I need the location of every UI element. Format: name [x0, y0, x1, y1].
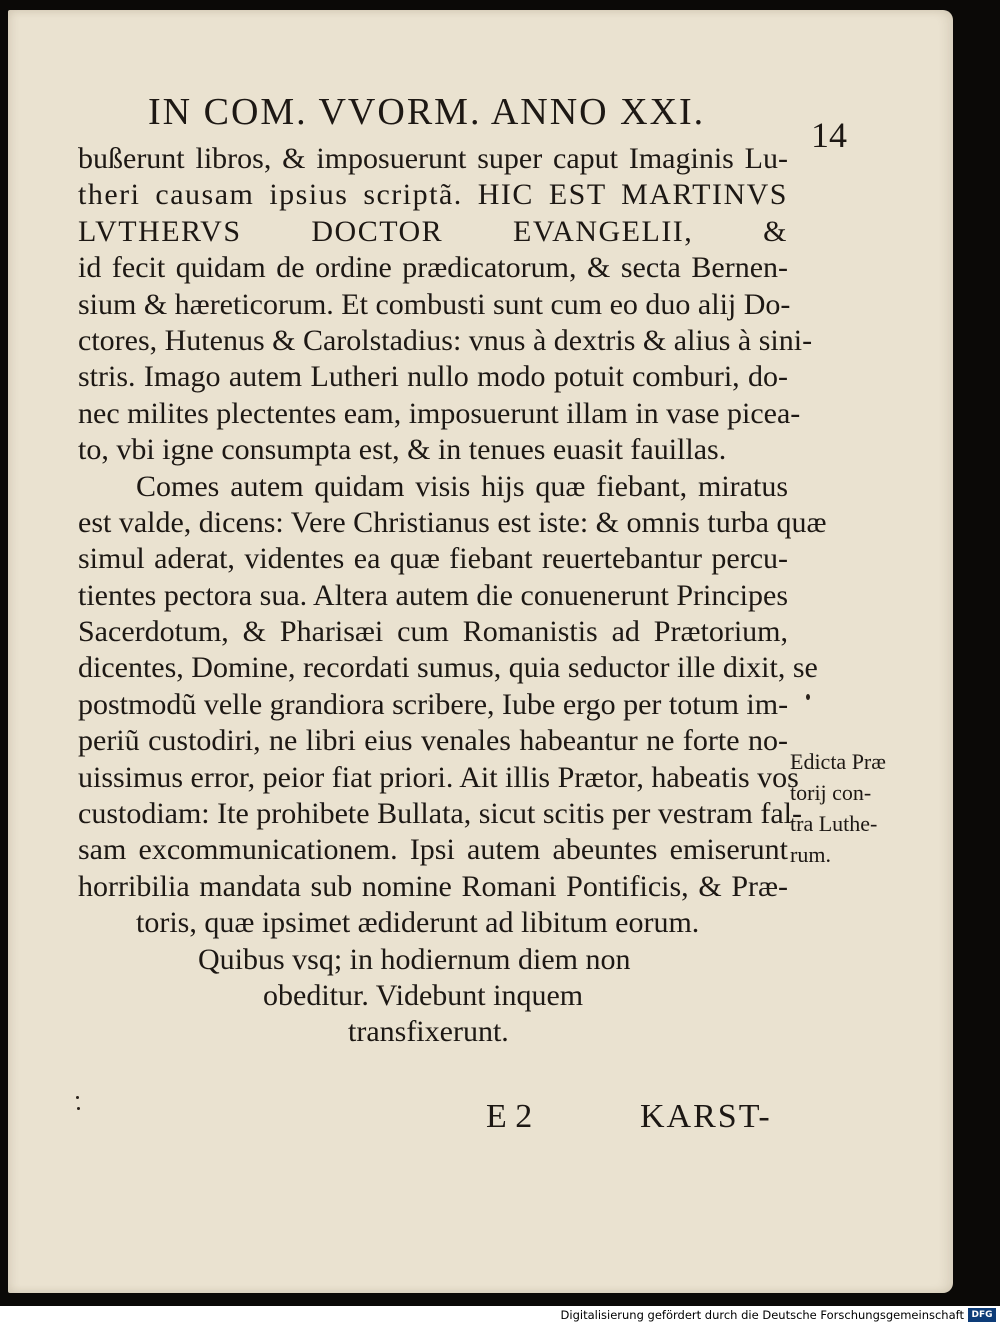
book-page	[8, 10, 953, 1293]
text-line: uissimus error, peior fiat priori. Ait illis Prætor, habeatis vos	[78, 760, 799, 794]
text-line: Sacerdotum, & Pharisæi cum Romanistis ad Prætorium,	[78, 615, 788, 649]
body-text	[78, 141, 827, 1051]
text-line: transfixerunt.	[348, 1015, 509, 1049]
footer-credit: Digitalisierung gefördert durch die Deutsche Forschungsgemeinschaft	[560, 1308, 964, 1322]
text-line: horribilia mandata sub nomine Romani Pontificis, & Præ-	[78, 869, 788, 903]
text-line: nec milites plectentes eam, imposuerunt illam in vase picea-	[78, 396, 801, 430]
ink-speck	[806, 694, 810, 700]
marginal-note-line: rum.	[790, 842, 831, 867]
signature-mark: E 2	[486, 1098, 533, 1135]
text-line: bußerunt libros, & imposuerunt super caput Imaginis Lu-	[78, 142, 788, 175]
text-line: id fecit quidam de ordine prædicatorum, & secta Bernen-	[78, 251, 788, 285]
text-line: toris, quæ ipsimet ædiderunt ad libitum eorum.	[136, 906, 700, 940]
ink-speck	[76, 1096, 79, 1099]
text-line: Comes autem quidam visis hijs quæ fiebant, miratus	[136, 469, 788, 503]
dfg-logo: DFG	[968, 1308, 996, 1322]
text-line: tientes pectora sua. Altera autem die conuenerunt Principes	[78, 578, 788, 612]
text-line: dicentes, Domine, recordati sumus, quia seductor ille dixit, se	[78, 651, 818, 685]
text-line: sam excommunicationem. Ipsi autem abeuntes emiserunt	[78, 833, 788, 867]
running-head: IN COM. VVORM. ANNO XXI.	[148, 91, 706, 133]
marginal-note-line: torij con-	[790, 780, 872, 805]
text-line: stris. Imago autem Lutheri nullo modo potuit comburi, do-	[78, 360, 788, 394]
text-line: postmodũ velle grandiora scribere, Iube ergo per totum im-	[78, 687, 789, 721]
marginal-note-line: Edicta Præ	[790, 749, 886, 774]
marginal-note-line: tra Luthe-	[790, 811, 878, 836]
marginal-note	[790, 746, 915, 870]
text-line: simul aderat, videntes ea quæ fiebant reuertebantur percu-	[78, 542, 788, 576]
folio-number: 14	[811, 115, 847, 155]
ink-speck	[77, 1107, 80, 1110]
text-line: est valde, dicens: Vere Christianus est iste: & omnis turba quæ	[78, 505, 827, 539]
text-line: obeditur. Videbunt inquem	[263, 978, 584, 1012]
text-line: theri causam ipsius scriptã. HIC EST MARTINVS	[78, 178, 788, 212]
digitization-footer	[0, 1306, 1000, 1326]
text-line: sium & hæreticorum. Et combusti sunt cum eo duo alij Do-	[78, 287, 791, 321]
text-line: periũ custodiri, ne libri eius venales habeantur ne forte no-	[78, 724, 788, 758]
text-line: Quibus vsq; in hodiernum diem non	[198, 942, 631, 976]
catchword: KARST-	[640, 1098, 772, 1135]
text-line: LVTHERVS DOCTOR EVANGELII, &	[78, 214, 788, 248]
text-line: ctores, Hutenus & Carolstadius: vnus à dextris & alius à sini-	[78, 323, 813, 357]
text-line: custodiam: Ite prohibete Bullata, sicut scitis per vestram fal-	[78, 797, 802, 831]
text-line: to, vbi igne consumpta est, & in tenues euasit fauillas.	[78, 433, 727, 467]
